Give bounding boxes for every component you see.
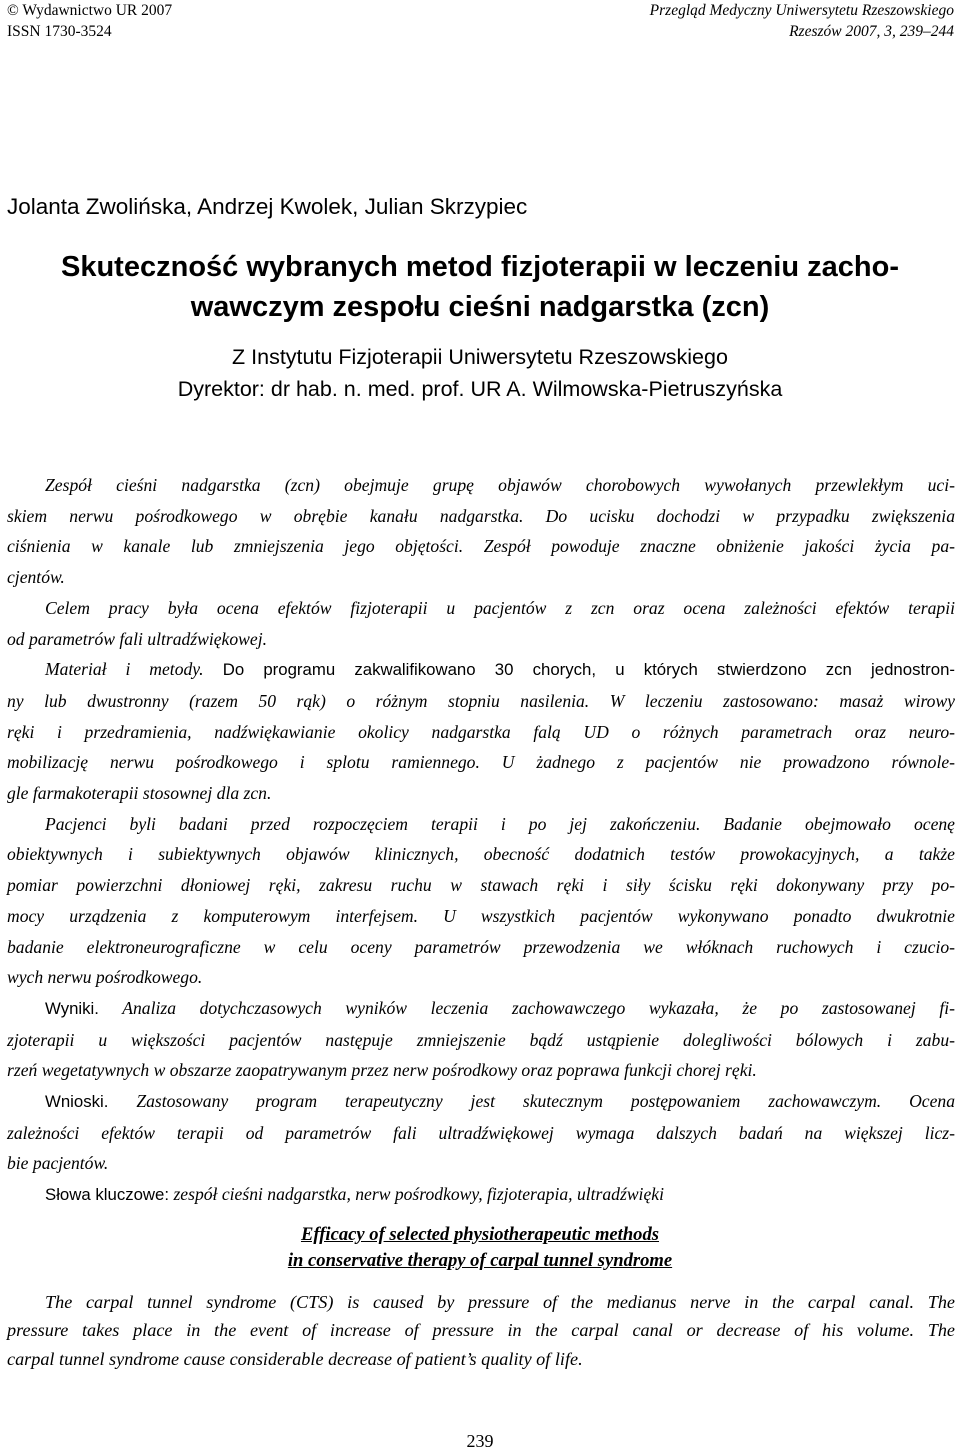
english-title-line: in conservative therapy of carpal tunnel syndrome [287, 1250, 673, 1271]
abstract-line: zależności efektów terapii od parametrów fali ultradźwiękowej wymaga dalszych badań na większej licz- [7, 1122, 955, 1143]
abstract-line: Celem pracy była ocena efektów fizjoterapii u pacjentów z zcn oraz ocena zależności efektów terapii [45, 597, 955, 618]
methods-label: Materiał i metody. [45, 659, 204, 680]
abstract-line: bie pacjentów. [7, 1153, 109, 1174]
authors: Jolanta Zwolińska, Andrzej Kwolek, Julian Skrzypiec [7, 194, 528, 219]
abstract-polish [7, 470, 955, 1211]
abstract-line: rzeń wegetatywnych w obszarze zaopatrywanym przez nerw pośrodkowy oraz poprawa funkcji chorej ręki. [7, 1060, 757, 1081]
abstract-line: mobilizację nerwu pośrodkowego i splotu ramiennego. U żadnego z pacjentów nie prowadzono równole- [7, 752, 955, 773]
abstract-line [7, 993, 955, 1025]
abstract-line: wych nerwu pośrodkowego. [7, 967, 203, 988]
english-line: carpal tunnel syndrome cause considerable decrease of patient’s quality of life. [7, 1348, 583, 1369]
abstract-line: pomiar powierzchni dłoniowej ręki, zakresu ruchu w stawach ręki i siły ścisku ręki dokonywany przy po- [7, 875, 955, 896]
abstract-line: gle farmakoterapii stosownej dla zcn. [7, 783, 272, 804]
journal-header [650, 0, 954, 42]
conclusions-label: Wnioski. [45, 1092, 109, 1112]
abstract-line: od parametrów fali ultradźwiękowej. [7, 628, 267, 649]
methods-text: Do programu zakwalifikowano 30 chorych, u których stwierdzono zcn jednostron- [203, 660, 955, 680]
abstract-line [7, 654, 955, 686]
results-text: Analiza dotychczasowych wyników leczenia zachowawczego wykazała, że po zastosowanej fi- [98, 997, 955, 1018]
institution: Z Instytutu Fizjoterapii Uniwersytetu Rzeszowskiego [232, 345, 728, 369]
keywords-text: zespół cieśni nadgarstka, nerw pośrodkowy, fizjoterapia, ultradźwięki [169, 1184, 664, 1205]
journal-issue: Rzeszów 2007, 3, 239–244 [789, 23, 954, 40]
publisher-line: © Wydawnictwo UR 2007 [7, 2, 173, 19]
english-title [0, 1222, 960, 1274]
article-title [30, 247, 930, 327]
abstract-line: obiektywnych i subiektywnych objawów klinicznych, obecność dodatnich testów prowokacyjnych, a także [7, 844, 955, 865]
abstract-line: ny lub dwustronny (razem 50 rąk) o różnym stopniu nasilenia. W leczeniu zastosowano: masaż wirowy [7, 690, 955, 711]
keywords-label: Słowa kluczowe: [45, 1185, 170, 1205]
results-label: Wyniki. [45, 998, 99, 1018]
english-line: The carpal tunnel syndrome (CTS) is caused by pressure of the medianus nerve in the carpal canal. The [45, 1292, 955, 1312]
publisher-header [7, 0, 172, 42]
keywords-line [7, 1179, 955, 1211]
journal-name: Przegląd Medyczny Uniwersytetu Rzeszowskiego [649, 2, 954, 19]
director: Dyrektor: dr hab. n. med. prof. UR A. Wilmowska-Pietruszyńska [177, 377, 783, 401]
title-line: Skuteczność wybranych metod fizjoterapii w leczeniu zacho- [61, 251, 899, 283]
page-number: 239 [466, 1431, 494, 1451]
abstract-line: ręki i przedramienia, nadźwiękawianie okolicy nadgarstka falą UD o różnych parametrach oraz neuro- [7, 721, 955, 742]
title-line: wawczym zespołu cieśni nadgarstka (zcn) [190, 291, 770, 323]
abstract-line: zjoterapii u większości pacjentów następuje zmniejszenie bądź ustąpienie dolegliwości bólowych i zabu- [7, 1029, 955, 1050]
conclusions-text: Zastosowany program terapeutyczny jest skutecznym postępowaniem zachowawczym. Ocena [108, 1091, 955, 1112]
english-line: pressure takes place in the event of increase of pressure in the carpal canal or decrease of his volume. The [7, 1320, 955, 1341]
issn-line: ISSN 1730-3524 [7, 23, 112, 40]
abstract-line: cjentów. [7, 567, 65, 588]
abstract-line: ciśnienia w kanale lub zmniejszenia jego objętości. Zespół powoduje znaczne obniżenie jakości życia pa- [7, 536, 955, 557]
abstract-line: Pacjenci byli badani przed rozpoczęciem terapii i po jej zakończeniu. Badanie obejmowało ocenę [45, 813, 955, 834]
english-title-line: Efficacy of selected physiotherapeutic methods [300, 1224, 660, 1245]
abstract-line: Zespół cieśni nadgarstka (zcn) obejmuje grupę objawów chorobowych wywołanych przewlekłym uci- [45, 475, 955, 495]
abstract-line [7, 1086, 955, 1118]
abstract-line: mocy urządzenia z komputerowym interfejsem. U wszystkich pacjentów wykonywano ponadto dwukrotnie [7, 905, 955, 926]
abstract-line: skiem nerwu pośrodkowego w obrębie kanału nadgarstka. Do ucisku dochodzi w przypadku zwiększenia [7, 505, 955, 526]
abstract-line: badanie elektroneurograficzne w celu oceny parametrów przewodzenia we włóknach ruchowych i czucio- [7, 936, 955, 957]
abstract-english [7, 1288, 955, 1373]
